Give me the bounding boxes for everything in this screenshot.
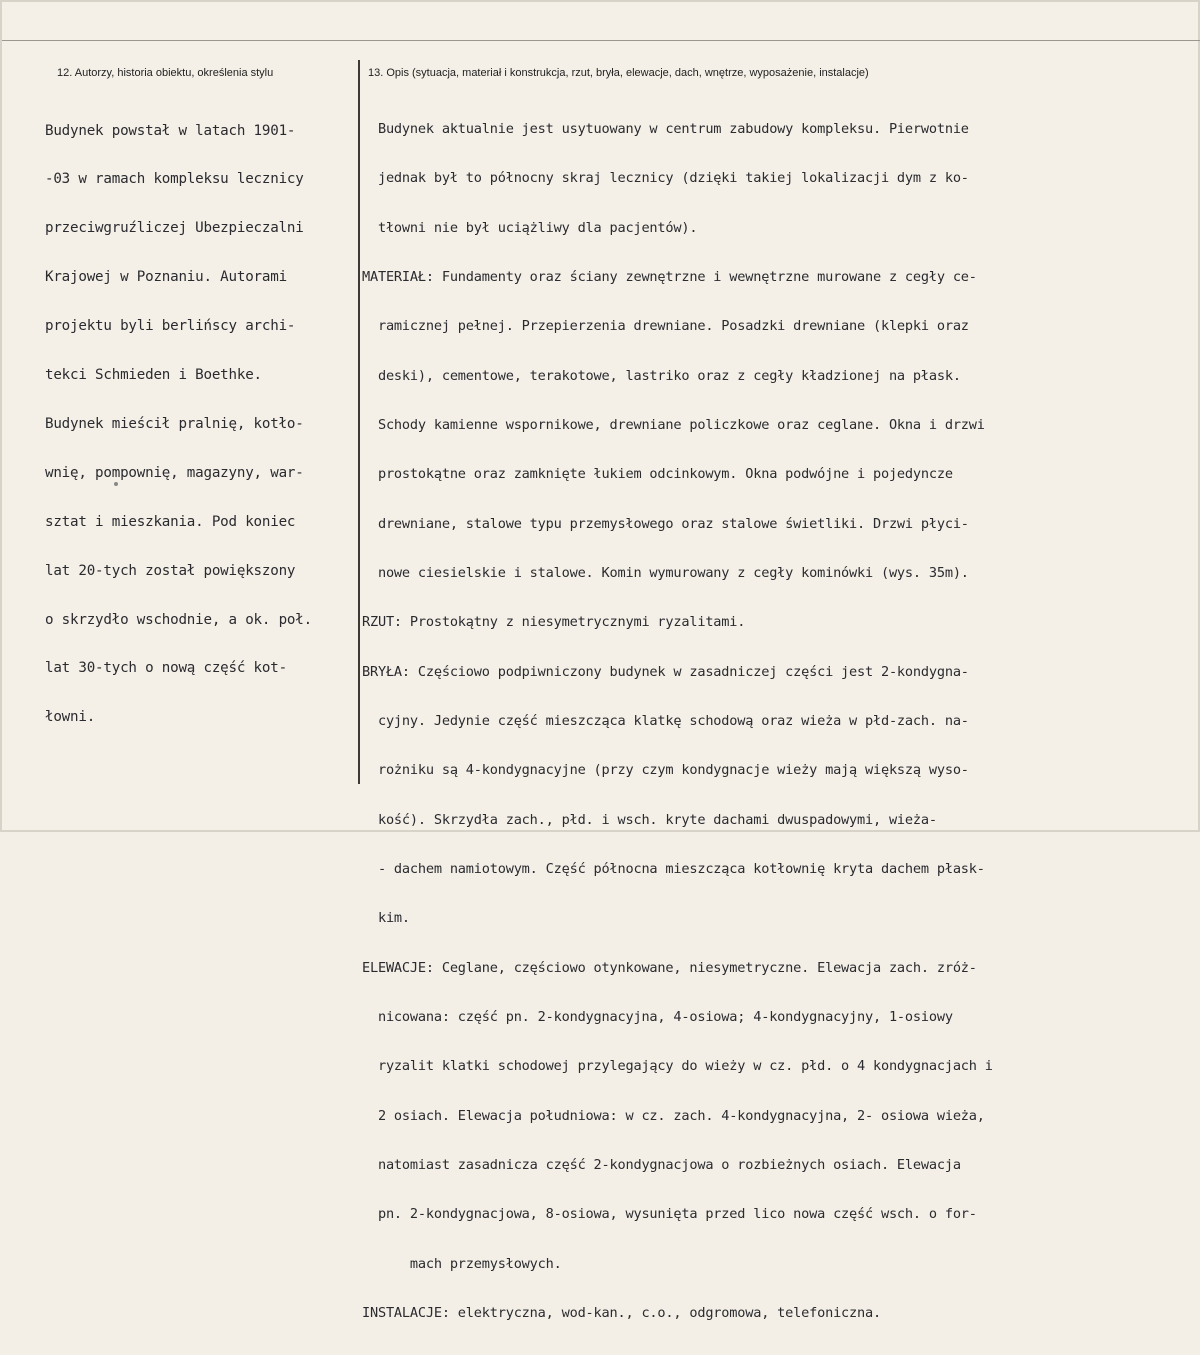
text-line: o skrzydło wschodnie, a ok. poł.: [45, 611, 312, 628]
description-text: [362, 88, 1192, 1355]
text-line: projektu byli berlińscy archi-: [45, 318, 296, 335]
text-line: nicowana: część pn. 2-kondygnacyjna, 4-osiowa; 4-kondygnacyjny, 1-osiowy: [362, 1009, 953, 1026]
column-divider: [358, 60, 360, 784]
text-line: tłowni nie był uciążliwy dla pacjentów).: [362, 219, 698, 236]
text-line: deski), cementowe, terakotowe, lastriko oraz z cegły kładzionej na płask.: [362, 367, 961, 384]
text-line: drewniane, stalowe typu przemysłowego oraz stalowe świetliki. Drzwi płyci-: [362, 515, 969, 532]
text-line: nowe ciesielskie i stalowe. Komin wymurowany z cegły kominówki (wys. 35m).: [362, 565, 969, 581]
text-line: sztat i mieszkania. Pod koniec: [45, 513, 296, 530]
text-line: Budynek powstał w latach 1901-: [45, 122, 296, 139]
text-line: INSTALACJE: elektryczna, wod-kan., c.o., odgromowa, telefoniczna.: [362, 1305, 881, 1322]
section-13-header: 13. Opis (sytuacja, materiał i konstrukcja, rzut, bryła, elewacje, dach, wnętrze, wyposażenie, instalacje): [368, 67, 869, 79]
text-line: cyjny. Jedynie część mieszcząca klatkę schodową oraz wieża w płd-zach. na-: [362, 713, 969, 730]
text-line: jednak był to północny skraj lecznicy (dzięki takiej lokalizacji dym z ko-: [362, 170, 969, 187]
text-line: wnię, pompownię, magazyny, war-: [45, 464, 304, 481]
text-line: przeciwgruźliczej Ubezpieczalni: [45, 220, 304, 237]
text-line: lat 30-tych o nową część kot-: [45, 660, 287, 677]
text-line: łowni.: [45, 709, 96, 726]
text-line: Schody kamienne wspornikowe, drewniane policzkowe oraz ceglane. Okna i drzwi: [362, 416, 985, 433]
text-line: Budynek mieścił pralnię, kotło-: [45, 415, 304, 432]
text-line: BRYŁA: Częściowo podpiwniczony budynek w zasadniczej części jest 2-kondygna-: [362, 663, 969, 680]
text-line: MATERIAŁ: Fundamenty oraz ściany zewnętrzne i wewnętrzne murowane z cegły ce-: [362, 268, 977, 285]
paper-speck: [114, 482, 118, 486]
text-line: ramicznej pełnej. Przepierzenia drewniane. Posadzki drewniane (klepki oraz: [362, 318, 969, 335]
text-line: 2 osiach. Elewacja południowa: w cz. zach. 4-kondygnacyjna, 2- osiowa wieża,: [362, 1107, 985, 1124]
text-line: pn. 2-kondygnacjowa, 8-osiowa, wysunięta przed lico nowa część wsch. o for-: [362, 1206, 977, 1223]
text-line: ryzalit klatki schodowej przylegający do wieży w cz. płd. o 4 kondygnacjach i: [362, 1058, 993, 1075]
text-line: natomiast zasadnicza część 2-kondygnacjowa o rozbieżnych osiach. Elewacja: [362, 1157, 961, 1174]
text-line: kość). Skrzydła zach., płd. i wsch. kryte dachami dwuspadowymi, wieża-: [362, 811, 937, 828]
text-line: RZUT: Prostokątny z niesymetrycznymi ryzalitami.: [362, 614, 746, 631]
text-line: - dachem namiotowym. Część północna mieszcząca kotłownię kryta dachem płask-: [362, 861, 985, 878]
text-line: Krajowej w Poznaniu. Autorami: [45, 269, 287, 286]
text-line: rożniku są 4-kondygnacyjne (przy czym kondygnacje wieży mają większą wyso-: [362, 762, 969, 779]
text-line: prostokątne oraz zamknięte łukiem odcinkowym. Okna podwójne i pojedyncze: [362, 466, 953, 483]
text-line: tekci Schmieden i Boethke.: [45, 367, 262, 384]
text-line: mach przemysłowych.: [362, 1255, 562, 1272]
text-line: lat 20-tych został powiększony: [45, 562, 296, 579]
text-line: Budynek aktualnie jest usytuowany w centrum zabudowy kompleksu. Pierwotnie: [362, 120, 969, 137]
authors-history-text: [45, 90, 357, 758]
text-line: kim.: [362, 910, 410, 927]
text-line: -03 w ramach kompleksu lecznicy: [45, 171, 304, 188]
text-line: ELEWACJE: Ceglane, częściowo otynkowane, niesymetryczne. Elewacja zach. zróż-: [362, 959, 977, 976]
top-divider: [2, 40, 1200, 41]
section-12-header: 12. Autorzy, historia obiektu, określenia stylu: [57, 67, 274, 79]
